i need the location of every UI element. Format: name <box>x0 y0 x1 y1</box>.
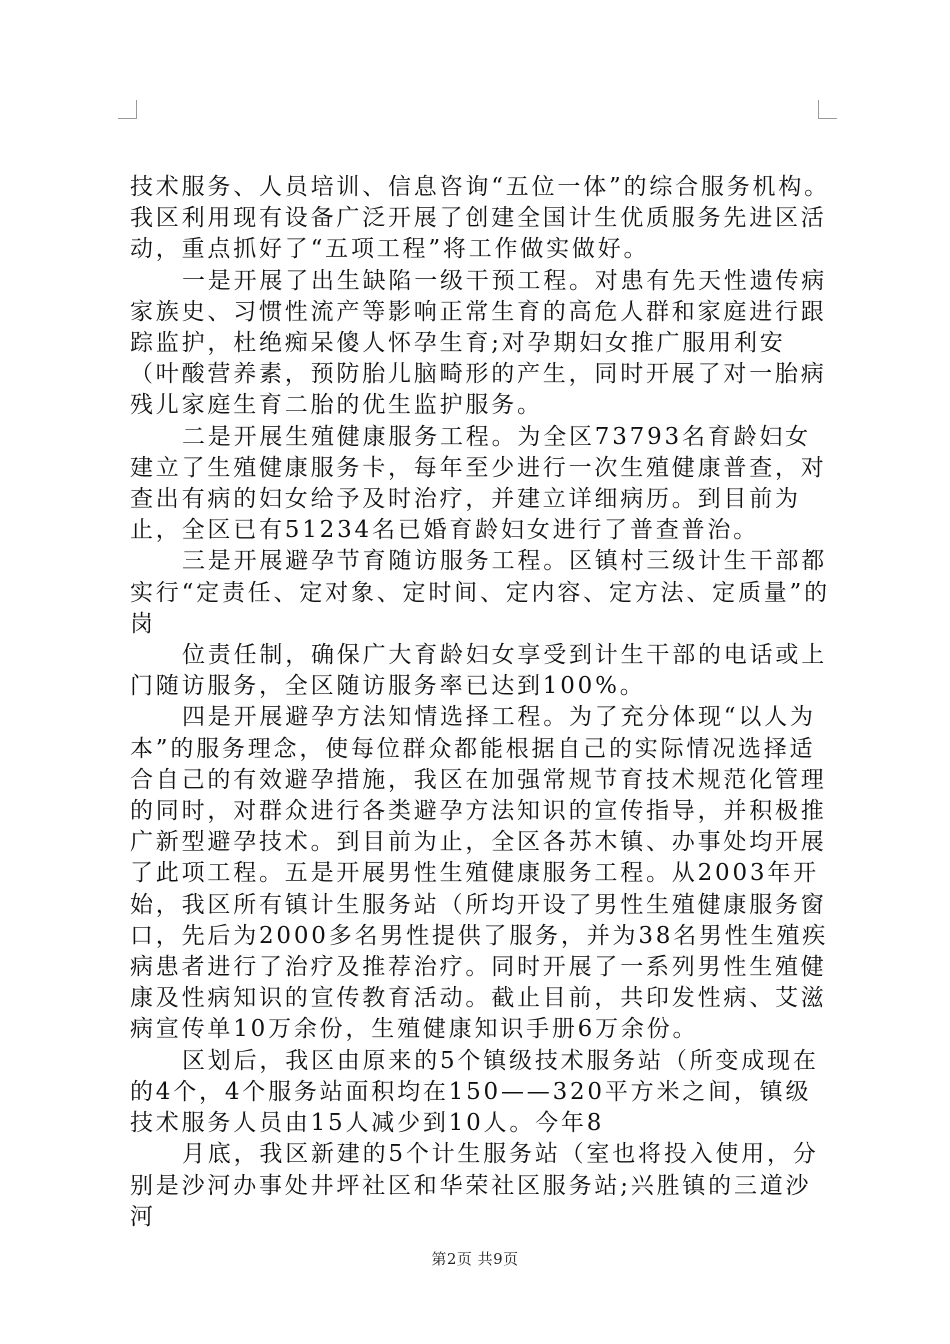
paragraph: 位责任制，确保广大育龄妇女享受到计生干部的电话或上门随访服务，全区随访服务率已达到100%。 <box>130 642 827 700</box>
crop-mark-top-left <box>118 100 137 119</box>
paragraph: 二是开展生殖健康服务工程。为全区73793名育龄妇女建立了生殖健康服务卡，每年至少进行一次生殖健康普查，对查出有病的妇女给予及时治疗，并建立详细病历。到目前为止，全区已有51234名已婚育龄妇女进行了普查普治。 <box>130 423 827 544</box>
paragraph: 三是开展避孕节育随访服务工程。区镇村三级计生干部都实行“定责任、定对象、定时间、定内容、定方法、定质量”的岗 <box>130 548 830 637</box>
paragraph: 区划后，我区由原来的5个镇级技术服务站（所变成现在的4个，4个服务站面积均在150——320平方米之间，镇级技术服务人员由15人减少到10人。今年8 <box>130 1047 819 1137</box>
paragraph: 四是开展避孕方法知情选择工程。为了充分体现“以人为本”的服务理念，使每位群众都能根据自己的实际情况选择适合自己的有效避孕措施，我区在加强常规节育技术规范化管理的同时，对群众进行各类避孕方法知识的宣传指导，并积极推广新型避孕技术。到目前为止，全区各苏木镇、办事处均开展了此项工程。五是开展男性生殖健康服务工程。从2003年开始，我区所有镇计生服务站（所均开设了男性生殖健康服务窗口，先后为2000多名男性提供了服务，并为38名男性生殖疾病患者进行了治疗及推荐治疗。同时开展了一系列男性生殖健康及性病知识的宣传教育活动。截止目前，共印发性病、艾滋病宣传单10万余份，生殖健康知识手册6万余份。 <box>130 704 828 1043</box>
paragraph: 技术服务、人员培训、信息咨询“五位一体”的综合服务机构。我区利用现有设备广泛开展了创建全国计生优质服务先进区活动，重点抓好了“五项工程”将工作做实做好。 <box>130 174 830 263</box>
paragraph: 月底，我区新建的5个计生服务站（室也将投入使用，分别是沙河办事处井坪社区和华荣社区服务站;兴胜镇的三道沙河 <box>130 1141 819 1230</box>
body-text <box>130 172 830 1233</box>
crop-mark-top-right <box>818 100 837 119</box>
paragraph: 一是开展了出生缺陷一级干预工程。对患有先天性遗传病家族史、习惯性流产等影响正常生育的高危人群和家庭进行跟踪监护，杜绝痴呆傻人怀孕生育;对孕期妇女推广服用利安（叶酸营养素，预防胎儿脑畸形的产生，同时开展了对一胎病残儿家庭生育二胎的优生监护服务。 <box>130 267 827 419</box>
page-number-footer: 第2页 共9页 <box>431 1250 519 1268</box>
